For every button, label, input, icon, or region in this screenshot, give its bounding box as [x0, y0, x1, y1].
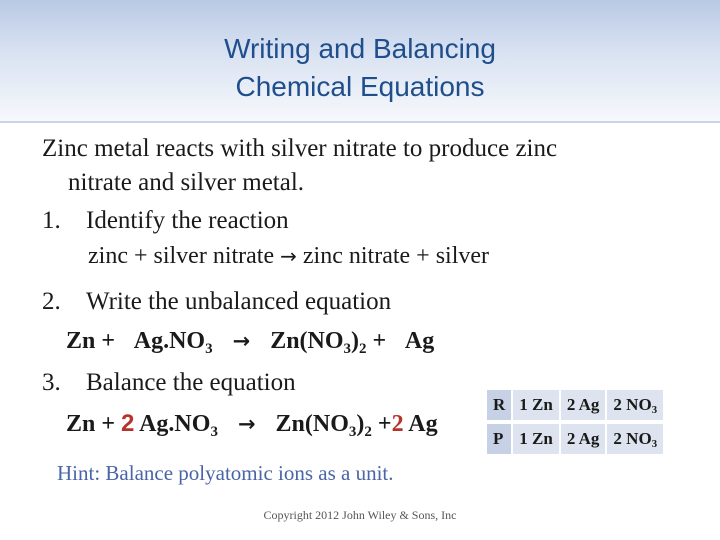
step-1-text: Identify the reaction: [86, 207, 289, 234]
right-arrow-icon: →: [280, 244, 297, 268]
eq2-close-paren: ): [351, 328, 360, 354]
intro-line-1: Zinc metal reacts with silver nitrate to produce zinc: [42, 135, 558, 162]
cell-zn-count: 1 Zn: [513, 424, 561, 458]
no3-subscript: 3: [651, 404, 658, 416]
eq3-zn-no3: Zn(NO: [275, 411, 349, 437]
word-equation: [88, 241, 489, 271]
eq2-zn-no3: Zn(NO: [270, 328, 344, 354]
eq3-plus-1: +: [101, 411, 116, 437]
no3-count-text: 2 NO: [613, 395, 652, 414]
eq3-plus-2: +: [377, 411, 392, 437]
no3-subscript: 3: [651, 438, 658, 450]
eq3-sub-2: 2: [364, 424, 372, 440]
slide-title-line-2: Chemical Equations: [235, 71, 485, 102]
eq2-zn: Zn: [66, 328, 96, 354]
unbalanced-equation: [66, 326, 434, 356]
table-row-products: [487, 424, 665, 458]
cell-no3-count: [607, 390, 665, 424]
eq3-agno3: Ag.NO: [139, 411, 211, 437]
copyright-notice: Copyright 2012 John Wiley & Sons, Inc: [263, 508, 457, 522]
eq3-coefficient-1: 2: [121, 410, 135, 437]
right-arrow-icon: →: [232, 329, 251, 353]
step-3-number: 3.: [42, 369, 61, 396]
eq2-plus-2: +: [372, 328, 387, 354]
cell-ag-count: 2 Ag: [561, 424, 608, 458]
step-2-text: Write the unbalanced equation: [86, 288, 392, 315]
eq2-sub-3b: 3: [343, 341, 352, 357]
eq2-plus-1: +: [101, 328, 116, 354]
eq3-close-paren: ): [356, 411, 365, 437]
slide-title-line-1: Writing and Balancing: [224, 33, 496, 64]
right-arrow-icon: →: [237, 412, 256, 436]
step-3-text: Balance the equation: [86, 369, 296, 396]
cell-no3-count: [607, 424, 665, 458]
hint-text: Hint: Balance polyatomic ions as a unit.: [57, 461, 394, 485]
no3-count-text: 2 NO: [613, 429, 652, 448]
eq3-zn: Zn: [66, 411, 96, 437]
eq3-sub-3b: 3: [348, 424, 357, 440]
eq2-ag: Ag: [404, 328, 435, 354]
word-equation-reactants: zinc + silver nitrate: [88, 243, 275, 269]
cell-zn-count: 1 Zn: [513, 390, 561, 424]
row-label-reactants: R: [487, 390, 513, 424]
slide-title: [0, 30, 720, 106]
eq3-sub-3: 3: [210, 424, 218, 440]
balanced-equation: [66, 409, 438, 439]
intro-line-2: nitrate and silver metal.: [68, 169, 305, 196]
eq3-coefficient-2: 2: [391, 411, 404, 437]
step-2-number: 2.: [42, 288, 61, 315]
atom-count-table: [487, 390, 665, 458]
eq2-agno3: Ag.NO: [133, 328, 206, 354]
step-1-number: 1.: [42, 207, 61, 234]
eq3-ag: Ag: [408, 411, 438, 437]
row-label-products: P: [487, 424, 513, 458]
word-equation-products: zinc nitrate + silver: [302, 243, 490, 269]
cell-ag-count: 2 Ag: [561, 390, 608, 424]
eq2-sub-3: 3: [205, 341, 213, 357]
table-row-reactants: [487, 390, 665, 424]
eq2-sub-2: 2: [359, 341, 367, 357]
